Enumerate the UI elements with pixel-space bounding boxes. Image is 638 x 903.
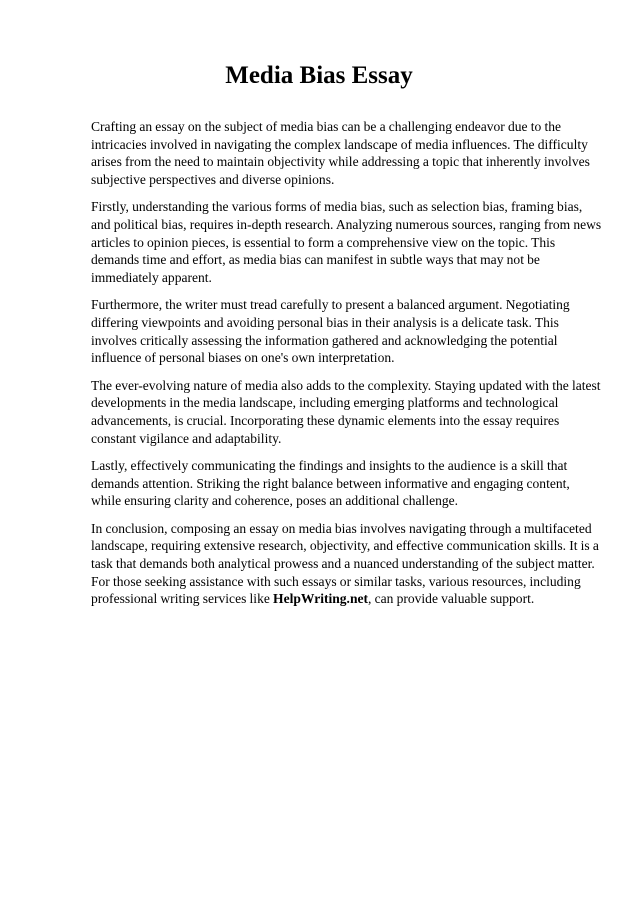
paragraph-communication: Lastly, effectively communicating the findings and insights to the audience is a skill that demands attention. Striking the right balance between informative and engaging content, while ensuring clarity and coherence, poses an additional challenge.: [91, 458, 570, 509]
essay-body: [91, 118, 603, 618]
paragraph-conclusion: [91, 520, 603, 608]
paragraph-forms-of-bias: Firstly, understanding the various forms of media bias, such as selection bias, framing bias, and political bias, requires in-depth research. Analyzing numerous sources, ranging from news articles to opinion pieces, is essential to form a comprehensive view on the topic. This demands time and effort, as media bias can manifest in subtle ways that may not be immediately apparent.: [91, 199, 602, 285]
helpwriting-link[interactable]: HelpWriting.net: [273, 591, 369, 607]
paragraph-evolving-media: The ever-evolving nature of media also adds to the complexity. Staying updated with the latest developments in the media landscape, including emerging platforms and technological advancements, is crucial. Incorporating these dynamic elements into the essay requires constant vigilance and adaptability.: [91, 377, 601, 446]
conclusion-text: In conclusion, composing an essay on media bias involves navigating through a multifaceted landscape, requiring extensive research, objectivity, and effective communication skills. It is a task that demands both analytical prowess and a nuanced understanding of the subject matter. For those seeking assistance with such essays or similar tasks, various resources, including professional writing services like: [91, 520, 599, 607]
paragraph-intro: Crafting an essay on the subject of media bias can be a challenging endeavor due to the intricacies involved in navigating the complex landscape of media influences. The difficulty arises from the need to maintain objectivity while addressing a topic that inherently involves subjective perspectives and diverse opinions.: [91, 119, 590, 187]
conclusion-tail: , can provide valuable support.: [368, 591, 535, 607]
paragraph-balanced-argument: Furthermore, the writer must tread carefully to present a balanced argument. Negotiating differing viewpoints and avoiding personal bias in their analysis is a delicate task. This involves critically assessing the information gathered and acknowledging the potential influence of personal biases on one's own interpretation.: [91, 297, 570, 366]
page-title: Media Bias Essay: [225, 62, 413, 89]
